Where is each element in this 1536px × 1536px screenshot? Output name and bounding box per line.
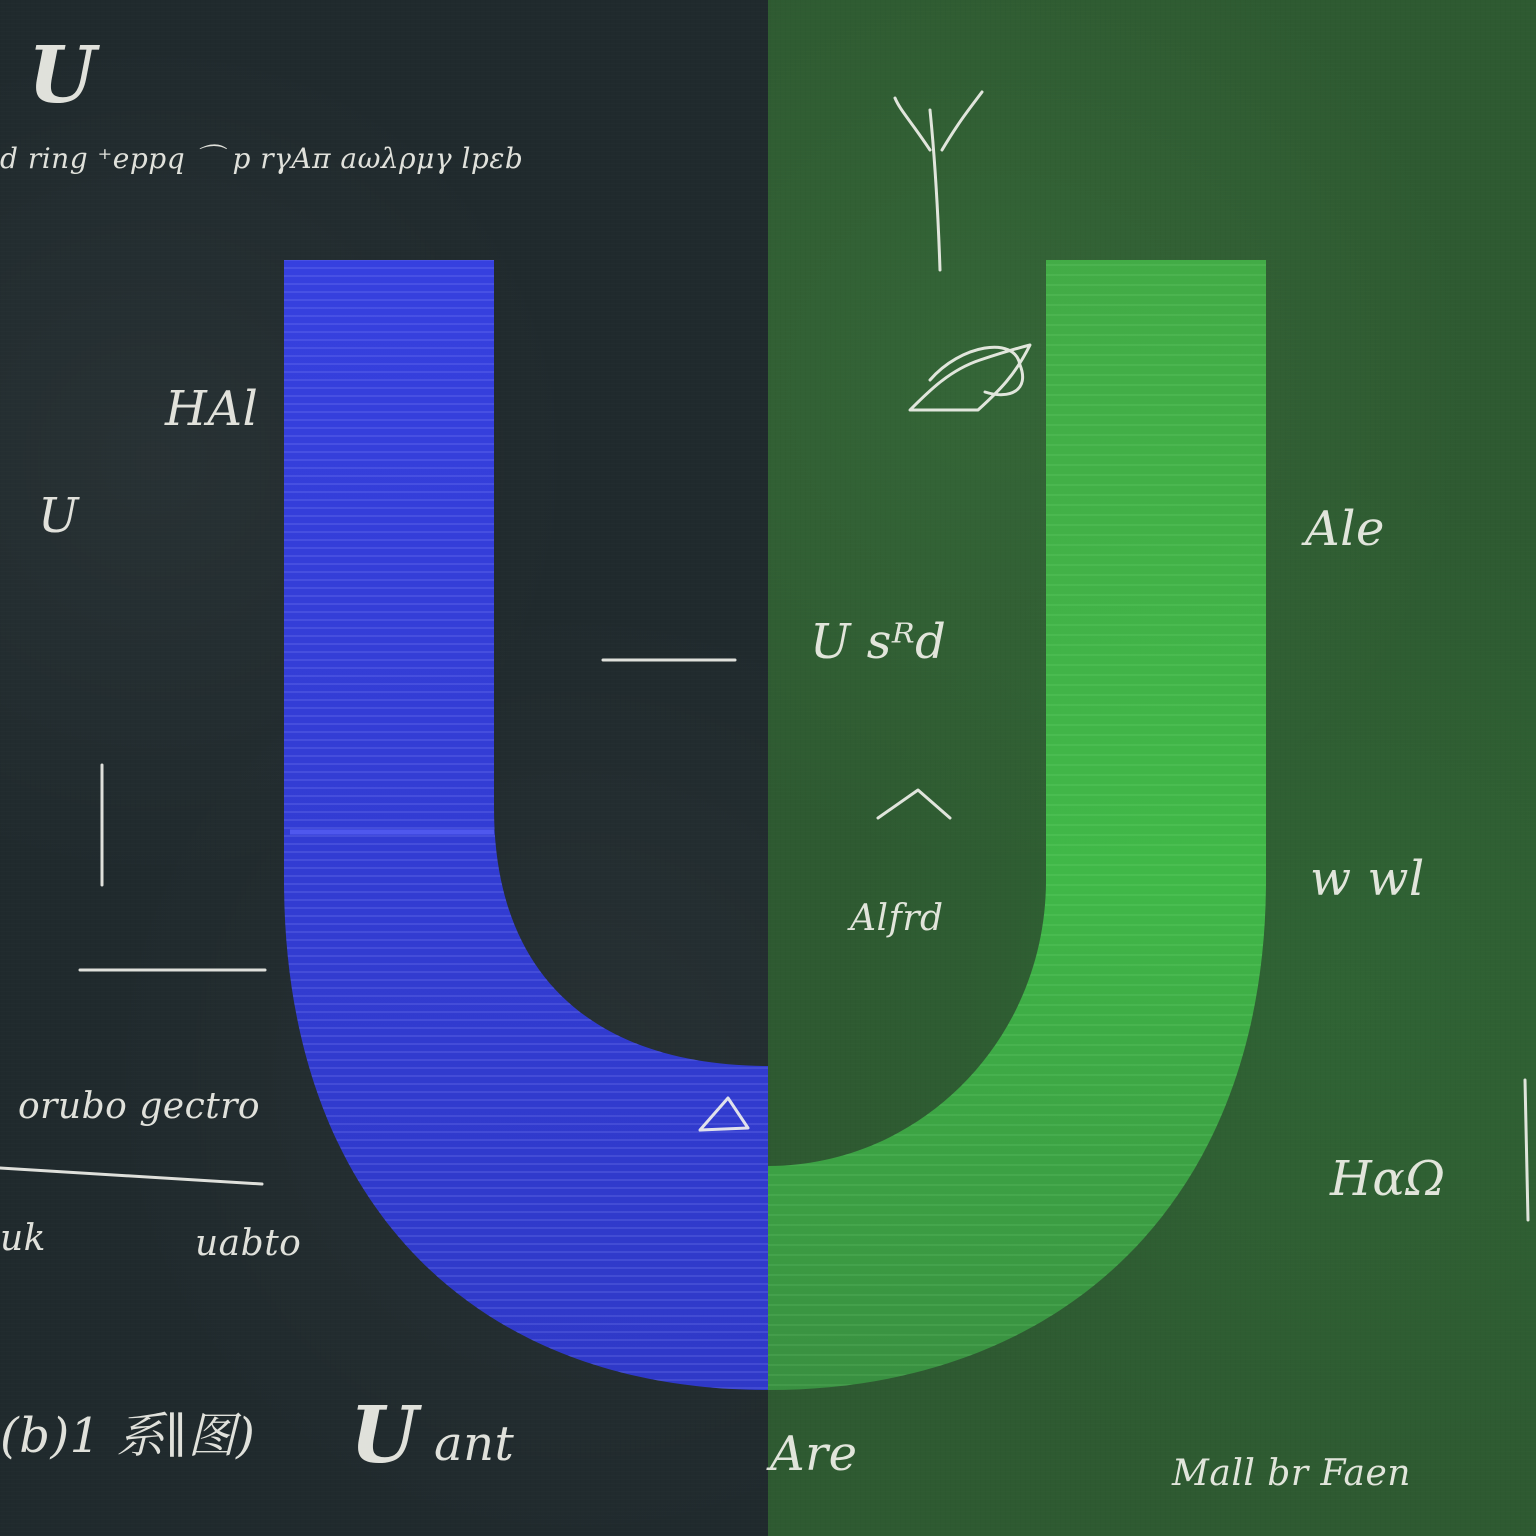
bottom-right-handwriting-1: Are — [770, 1426, 858, 1482]
center-handwriting-2: Alfrd — [850, 898, 944, 939]
bottom-right-handwriting-2: Mall br Faen — [1172, 1453, 1411, 1494]
left-handwriting-3: orubo gectro — [18, 1086, 261, 1127]
left-handwriting-1: HAl — [165, 381, 259, 437]
chalk-underline-left-2 — [0, 1168, 262, 1184]
top-left-u-text: U — [28, 30, 97, 121]
chalk-triangle-right — [878, 790, 950, 818]
right-handwriting-1: Ale — [1305, 501, 1385, 557]
left-handwriting-4: uk — [0, 1218, 46, 1259]
blue-u-texture — [284, 260, 768, 1390]
center-handwriting-1: U sᴿd — [810, 614, 947, 670]
top-left-handwriting: d ring ⁺eppq ⌒ p rγAπ aωλρμγ lpεb — [0, 142, 524, 175]
bottom-left-handwriting: (b)1 系∥图) — [0, 1408, 256, 1464]
chalk-mountain-sketch — [910, 345, 1030, 410]
chalk-vertical-right — [1525, 1080, 1528, 1220]
left-handwriting-5: uabto — [195, 1223, 302, 1264]
green-u-texture — [768, 260, 1266, 1390]
right-handwriting-2: w wl — [1310, 851, 1425, 907]
left-handwriting-2: U — [38, 488, 79, 544]
bottom-center-u: U — [350, 1390, 419, 1481]
right-handwriting-3: HαΩ — [1330, 1151, 1446, 1207]
chalk-scribble-top-center — [895, 92, 982, 270]
bottom-center-handwriting: ant — [434, 1416, 515, 1472]
